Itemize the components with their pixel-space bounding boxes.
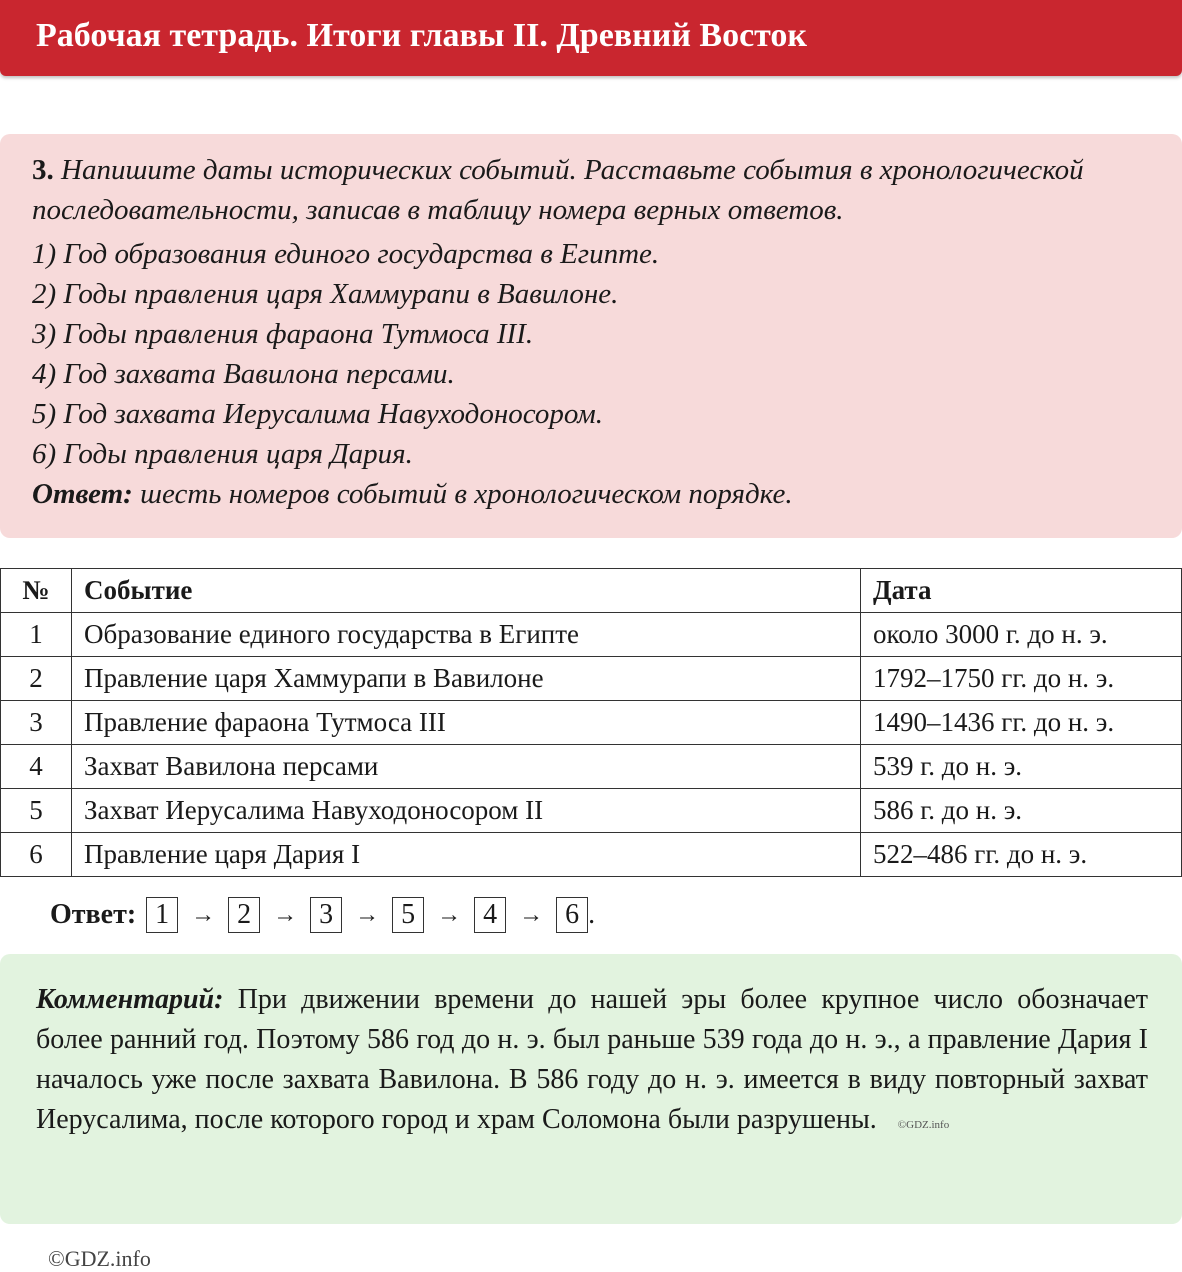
- task-answer-label: Ответ:: [32, 478, 133, 510]
- task-number: 3.: [32, 154, 54, 186]
- answer-box: 6: [556, 897, 588, 933]
- answer-box: 4: [474, 897, 506, 933]
- row-event: Правление царя Хаммурапи в Вавилоне: [72, 657, 861, 701]
- table-row: [1, 833, 1182, 877]
- task-text: [32, 150, 1162, 514]
- table-row: [1, 745, 1182, 789]
- header-date: Дата: [861, 569, 1182, 613]
- arrow-right-icon: →: [519, 901, 544, 928]
- row-date: 539 г. до н. э.: [861, 745, 1182, 789]
- row-date: 1490–1436 гг. до н. э.: [861, 701, 1182, 745]
- answer-end: .: [588, 899, 596, 930]
- task-item-1: 1) Год образования единого государства в Египте.: [32, 238, 660, 270]
- row-event: Правление царя Дария I: [72, 833, 861, 877]
- row-num: 3: [1, 701, 72, 745]
- arrow-right-icon: →: [437, 901, 462, 928]
- answer-label: Ответ:: [50, 899, 137, 930]
- row-date: 586 г. до н. э.: [861, 789, 1182, 833]
- task-item-2: 2) Годы правления царя Хаммурапи в Вавилоне.: [32, 278, 619, 310]
- table-header-row: [1, 569, 1182, 613]
- arrow-right-icon: →: [273, 901, 298, 928]
- comment-watermark: ©GDZ.info: [897, 1119, 950, 1131]
- row-event: Захват Вавилона персами: [72, 745, 861, 789]
- comment-text: [36, 980, 1148, 1145]
- title-bar: [0, 0, 1182, 76]
- header-event: Событие: [72, 569, 861, 613]
- arrow-right-icon: →: [191, 901, 216, 928]
- task-item-3: 3) Годы правления фараона Тутмоса III.: [32, 318, 534, 350]
- row-date: 1792–1750 гг. до н. э.: [861, 657, 1182, 701]
- answer-box: 2: [228, 897, 260, 933]
- table-row: [1, 613, 1182, 657]
- answer-box: 1: [146, 897, 178, 933]
- answer-row: [50, 895, 595, 935]
- table-row: [1, 701, 1182, 745]
- comment-label: Комментарий:: [36, 984, 224, 1015]
- comment-body: При движении времени до нашей эры более крупное число обозначает более ранний год. Поэтому 586 год до н. э. был раньше 539 года до н. э., а правление Дария I началось уже после захвата Вавилона. В 586 году до н. э. имеется в виду повторный захват Иерусалима, после которого город и храм Соломона были разрушены.: [36, 984, 1149, 1135]
- footer-copyright: ©GDZ.info: [48, 1246, 151, 1271]
- task-intro-text: Напишите даты исторических событий. Расставьте события в хронологической последовательности, записав в таблицу номера верных ответов.: [32, 154, 1084, 226]
- header-num: №: [1, 569, 72, 613]
- task-answer-text: шесть номеров событий в хронологическом порядке.: [140, 478, 793, 510]
- row-num: 2: [1, 657, 72, 701]
- answer-box: 3: [310, 897, 342, 933]
- task-item-6: 6) Годы правления царя Дария.: [32, 438, 413, 470]
- row-event: Правление фараона Тутмоса III: [72, 701, 861, 745]
- answer-box: 5: [392, 897, 424, 933]
- answer-sequence: [146, 897, 595, 933]
- task-item-5: 5) Год захвата Иерусалима Навуходоносором.: [32, 398, 604, 430]
- row-event: Образование единого государства в Египте: [72, 613, 861, 657]
- row-num: 6: [1, 833, 72, 877]
- row-event: Захват Иерусалима Навуходоносором II: [72, 789, 861, 833]
- events-table: [0, 568, 1182, 877]
- arrow-right-icon: →: [355, 901, 380, 928]
- row-num: 5: [1, 789, 72, 833]
- task-intro: [32, 150, 1162, 230]
- table-row: [1, 657, 1182, 701]
- row-date: 522–486 гг. до н. э.: [861, 833, 1182, 877]
- task-answer: [32, 474, 1162, 514]
- row-num: 1: [1, 613, 72, 657]
- table-row: [1, 789, 1182, 833]
- row-date: около 3000 г. до н. э.: [861, 613, 1182, 657]
- row-num: 4: [1, 745, 72, 789]
- page-title: Рабочая тетрадь. Итоги главы II. Древний Восток: [36, 17, 808, 54]
- task-item-4: 4) Год захвата Вавилона персами.: [32, 358, 455, 390]
